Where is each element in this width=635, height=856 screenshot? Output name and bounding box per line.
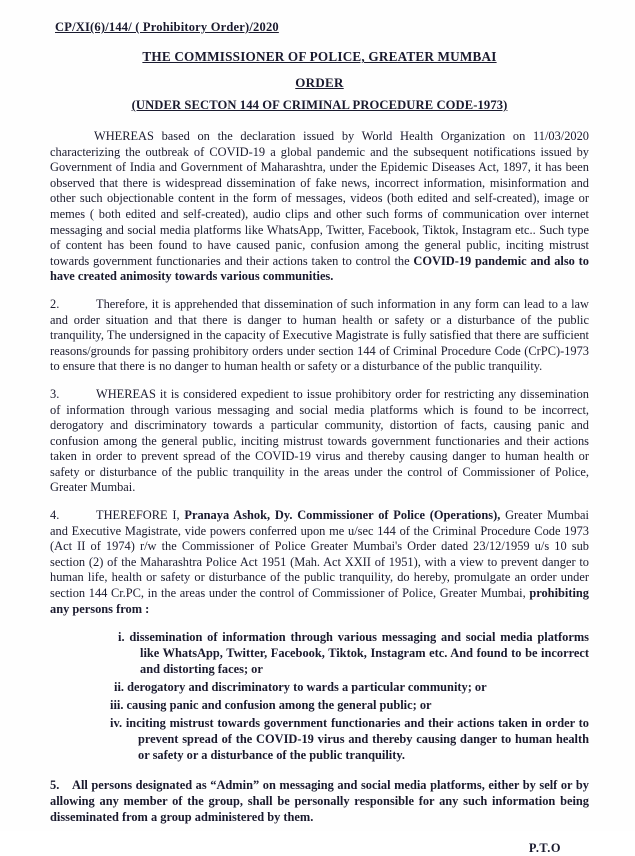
reference-number: CP/XI(6)/144/ ( Prohibitory Order)/2020 [55,20,279,34]
page-turn-indicator: P.T.O [528,841,561,856]
paragraph-4-number: 4. [50,508,60,523]
paragraph-1-bold: COVID-19 pandemic and also to have created animosity towards various communities. [50,253,589,284]
list-item-label: causing panic and confusion among the general public; or [126,698,432,713]
list-item-marker: iv. [110,716,123,731]
prohibition-lead-in: prohibiting any persons from : [50,586,589,616]
paragraph-1 [50,129,589,285]
paragraph-4-text-b: Greater Mumbai and Executive Magistrate, vide powers conferred upon me u/sec 144 of the Criminal Procedure Code 1973 (Act II of 1974) r/w the Commissioner of Police Greater Mumbai's Order dated 23/12/1959 u/s 10 sub section (2) of the Maharashtra Police Act 1951 (Mah. Act XXII of 1951), with a view to prevent danger to human life, health or safety or disturbance of the public tranquility, do hereby, promulgate an order under section 144 Cr.PC, in the areas under the control of Commissioner of Police, Greater Mumbai, [50,508,590,601]
paragraph-2-text: Therefore, it is apprehended that dissemination of such information in any form can lead to a law and order situation and that there is danger to human health or safety or a disturbance of the public tranquility, The undersigned in the capacity of Executive Magistrate is fully satisfied that there are sufficient reasons/grounds for passing prohibitory orders under section 144 of Criminal Procedure Code (CrPC)-1973 to ensure that there is no danger to human health or safety or a disturbance of the public tranquility. [50,296,589,374]
paragraph-3-number: 3. [50,386,60,401]
officer-name-designation: Pranaya Ashok, Dy. Commissioner of Police (Operations), [184,508,501,523]
paragraph-5-text: All persons designated as “Admin” on messaging and social media platforms, either by self or by allowing any member of the group, shall be personally responsible for any such information being disseminated from a group administered by them. [50,778,589,825]
list-item-marker: i. [118,630,125,645]
list-item [50,715,589,763]
list-item-marker: iii. [110,698,124,713]
paragraph-4 [50,508,589,617]
paragraph-2-number: 2. [50,296,60,311]
list-item-label: inciting mistrust towards government functionaries and their actions taken in order to prevent spread of the COVID-19 virus and thereby causing danger to human health or safety or a disturbance of the public tranquility. [125,716,589,763]
paragraph-5-number: 5. [50,778,60,793]
list-item [50,697,589,713]
paragraph-5 [50,777,589,825]
prohibited-items-list [50,629,589,763]
list-item [50,679,589,695]
order-heading: ORDER [295,75,344,90]
paragraph-3 [50,387,589,496]
paragraph-1-text: WHEREAS based on the declaration issued by World Health Organization on 11/03/2020 characterizing the outbreak of COVID-19 a global pandemic and the subsequent notifications issued by Government of India and Government of Maharashtra, under the Epidemic Diseases Act, 1897, it has been observed that there is widespread dissemination of fake news, incorrect information, misinformation and other such objectionable content in the form of messages, videos (both edited and self-created), image or memes ( both edited and self-created), audio clips and other such forms of communication over internet messaging and social media platforms like WhatsApp, Twitter, Facebook, Tiktok, Instagram etc.. Such type of content has been found to have caused panic, confusion among the general public, inciting mistrust towards government functionaries and their actions taken to control the [50,129,589,268]
order-subheading: (UNDER SECTON 144 OF CRIMINAL PROCEDURE CODE-1973) [131,98,508,112]
list-item [50,629,589,677]
list-item-label: derogatory and discriminatory to wards a particular community; or [127,680,487,695]
authority-heading: THE COMMISSIONER OF POLICE, GREATER MUMBAI [142,49,497,64]
list-item-marker: ii. [114,680,124,695]
paragraph-4-text-a: THEREFORE I, [96,508,185,523]
paragraph-2 [50,297,589,375]
document-title-block [50,49,589,113]
paragraph-3-text: WHEREAS it is considered expedient to issue prohibitory order for restricting any dissemination of information through various messaging and social media platforms which is found to be incorrect, derogatory and discriminatory towards a particular community, distortion of facts, causing panic and confusion among the general public, inciting mistrust towards government functionaries and their actions taken in order to prevent spread of the COVID-19 virus and thereby causing danger to human health or safety or disturbance of the public tranquility in the areas under the control of Commissioner of Police, Greater Mumbai. [50,386,589,495]
list-item-label: dissemination of information through various messaging and social media platforms like WhatsApp, Twitter, Facebook, Tiktok, Instagram etc. And found to be incorrect and distorting faces; or [129,630,589,677]
